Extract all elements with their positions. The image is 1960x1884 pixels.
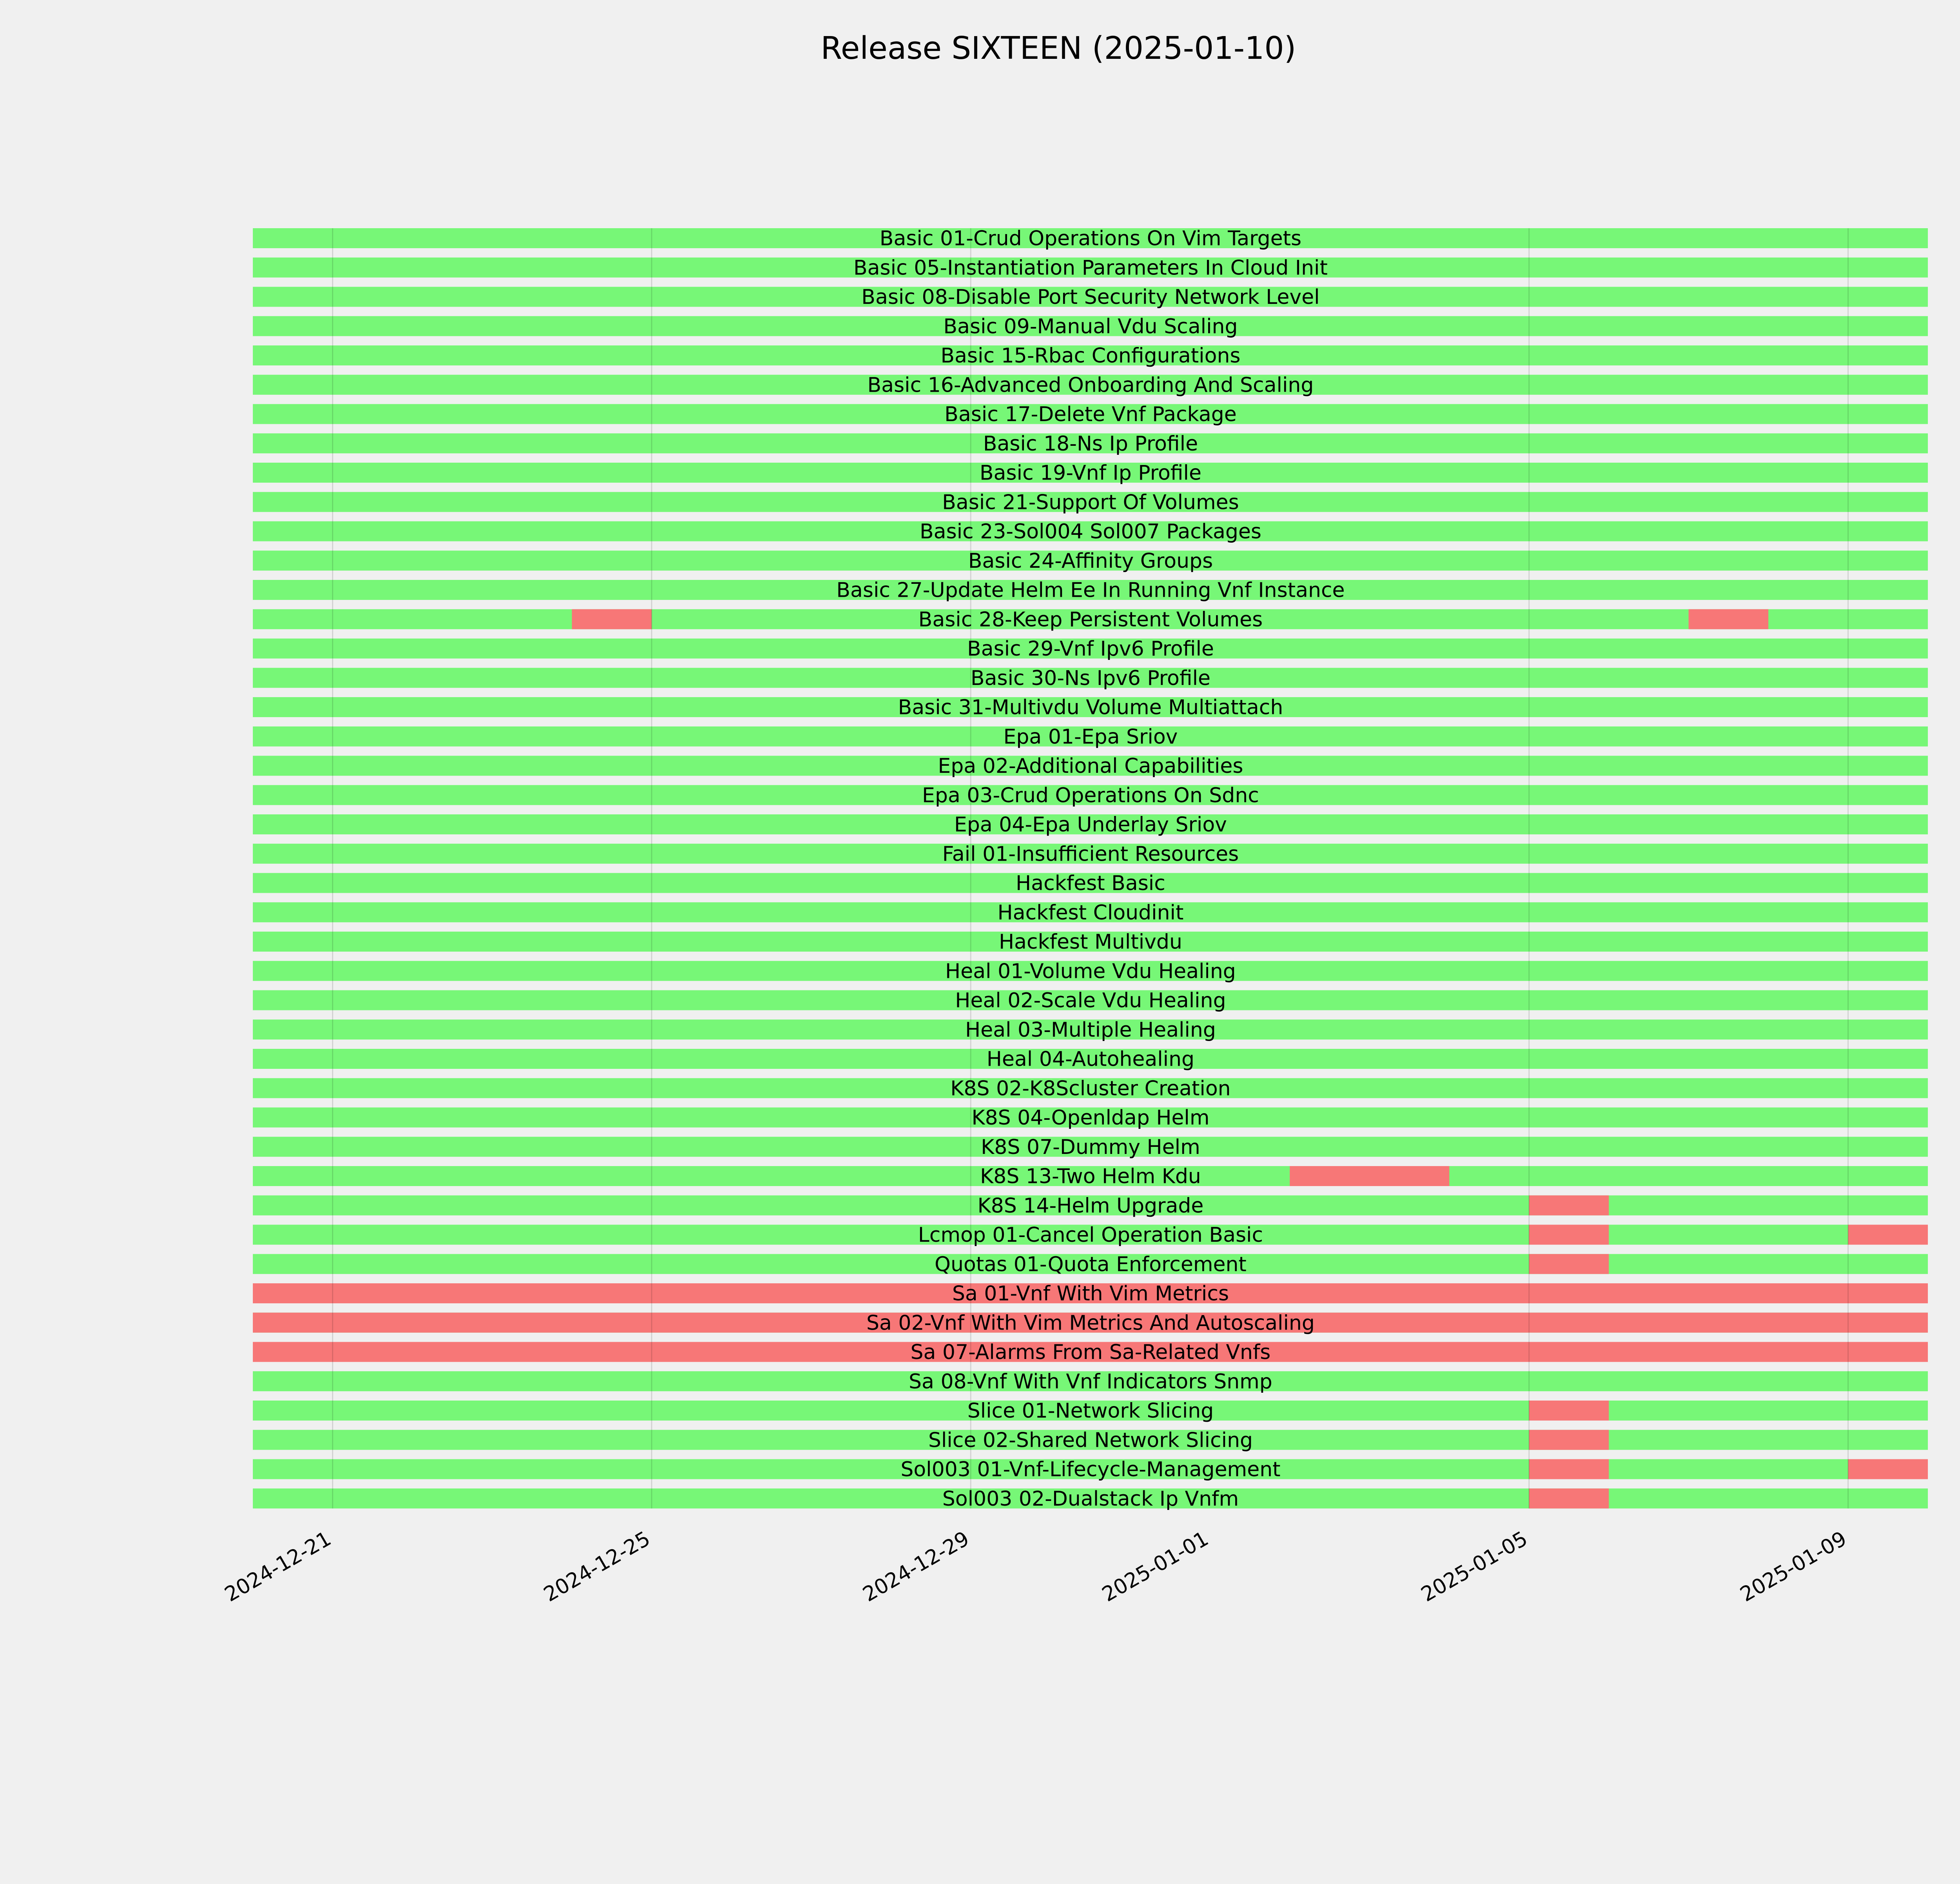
row-label: Hackfest Multivdu: [999, 930, 1182, 954]
x-axis-ticks: [221, 1527, 1851, 1606]
fail-bar: [1529, 1401, 1609, 1421]
fail-bar: [1848, 1225, 1928, 1245]
row-label: Basic 01-Crud Operations On Vim Targets: [879, 227, 1302, 251]
row-label: Sa 07-Alarms From Sa-Related Vnfs: [910, 1341, 1271, 1364]
x-tick-label: 2024-12-25: [540, 1527, 654, 1607]
row-label: Basic 24-Affinity Groups: [968, 549, 1213, 573]
row-label: Sol003 01-Vnf-Lifecycle-Management: [900, 1458, 1281, 1481]
row-label: Basic 29-Vnf Ipv6 Profile: [967, 637, 1214, 661]
x-tick-label: 2024-12-29: [859, 1527, 973, 1607]
fail-bar: [1529, 1459, 1609, 1479]
fail-bar: [1689, 609, 1768, 629]
x-tick-label: 2025-01-09: [1736, 1527, 1851, 1607]
x-tick-label: 2024-12-21: [221, 1527, 335, 1607]
row-label: Epa 01-Epa Sriov: [1003, 725, 1178, 749]
row-label: Quotas 01-Quota Enforcement: [935, 1252, 1247, 1276]
row-label: Hackfest Cloudinit: [997, 901, 1184, 925]
fail-bar: [572, 609, 652, 629]
fail-bar: [1848, 1459, 1928, 1479]
row-label: Basic 16-Advanced Onboarding And Scaling: [867, 373, 1314, 397]
chart-title: Release SIXTEEN (2025-01-10): [820, 30, 1296, 66]
row-label: Basic 17-Delete Vnf Package: [944, 403, 1237, 426]
fail-bar: [1529, 1254, 1609, 1274]
row-label: K8S 07-Dummy Helm: [981, 1135, 1200, 1159]
row-label: Epa 02-Additional Capabilities: [938, 754, 1243, 778]
fail-bar: [1290, 1166, 1449, 1186]
row-label: K8S 14-Helm Upgrade: [977, 1194, 1204, 1218]
row-label: Basic 19-Vnf Ip Profile: [979, 461, 1202, 485]
row-label: Fail 01-Insufficient Resources: [942, 842, 1239, 866]
row-label: Basic 27-Update Helm Ee In Running Vnf Instance: [836, 578, 1345, 602]
row-label: Basic 28-Keep Persistent Volumes: [918, 608, 1263, 632]
row-label: K8S 13-Two Helm Kdu: [980, 1165, 1201, 1188]
row-label: Basic 31-Multivdu Volume Multiattach: [898, 696, 1283, 719]
row-label: Heal 04-Autohealing: [986, 1047, 1195, 1071]
row-label: Sa 02-Vnf With Vim Metrics And Autoscaling: [866, 1311, 1315, 1335]
row-label: Slice 02-Shared Network Slicing: [928, 1428, 1253, 1452]
fail-bar: [1529, 1488, 1609, 1508]
row-label: Lcmop 01-Cancel Operation Basic: [918, 1223, 1263, 1247]
row-label: Basic 18-Ns Ip Profile: [983, 432, 1198, 456]
row-label: Basic 08-Disable Port Security Network Level: [861, 285, 1320, 309]
fail-bar: [1529, 1225, 1609, 1245]
row-label: Epa 03-Crud Operations On Sdnc: [922, 783, 1259, 807]
fail-bar: [1529, 1430, 1609, 1450]
row-label: Basic 09-Manual Vdu Scaling: [943, 314, 1238, 338]
row-label: Basic 23-Sol004 Sol007 Packages: [920, 520, 1261, 543]
row-label: K8S 04-Openldap Helm: [971, 1106, 1210, 1130]
row-label: Basic 30-Ns Ipv6 Profile: [970, 666, 1211, 690]
x-tick-label: 2025-01-01: [1098, 1527, 1213, 1607]
x-tick-label: 2025-01-05: [1417, 1527, 1532, 1607]
row-label: Heal 01-Volume Vdu Healing: [945, 959, 1236, 983]
row-label: Basic 15-Rbac Configurations: [940, 344, 1241, 368]
row-label: Heal 03-Multiple Healing: [965, 1018, 1216, 1042]
row-label: Epa 04-Epa Underlay Sriov: [954, 813, 1227, 837]
row-label: K8S 02-K8Scluster Creation: [950, 1077, 1231, 1101]
row-label: Heal 02-Scale Vdu Healing: [955, 989, 1226, 1012]
row-label: Basic 21-Support Of Volumes: [942, 491, 1239, 514]
row-label: Sol003 02-Dualstack Ip Vnfm: [942, 1487, 1239, 1511]
row-label: Slice 01-Network Slicing: [967, 1399, 1214, 1423]
fail-bar: [1529, 1195, 1609, 1215]
row-label: Sa 01-Vnf With Vim Metrics: [952, 1282, 1229, 1306]
row-label: Sa 08-Vnf With Vnf Indicators Snmp: [909, 1370, 1272, 1393]
row-label: Basic 05-Instantiation Parameters In Cloud Init: [853, 256, 1328, 280]
row-label: Hackfest Basic: [1016, 872, 1165, 895]
